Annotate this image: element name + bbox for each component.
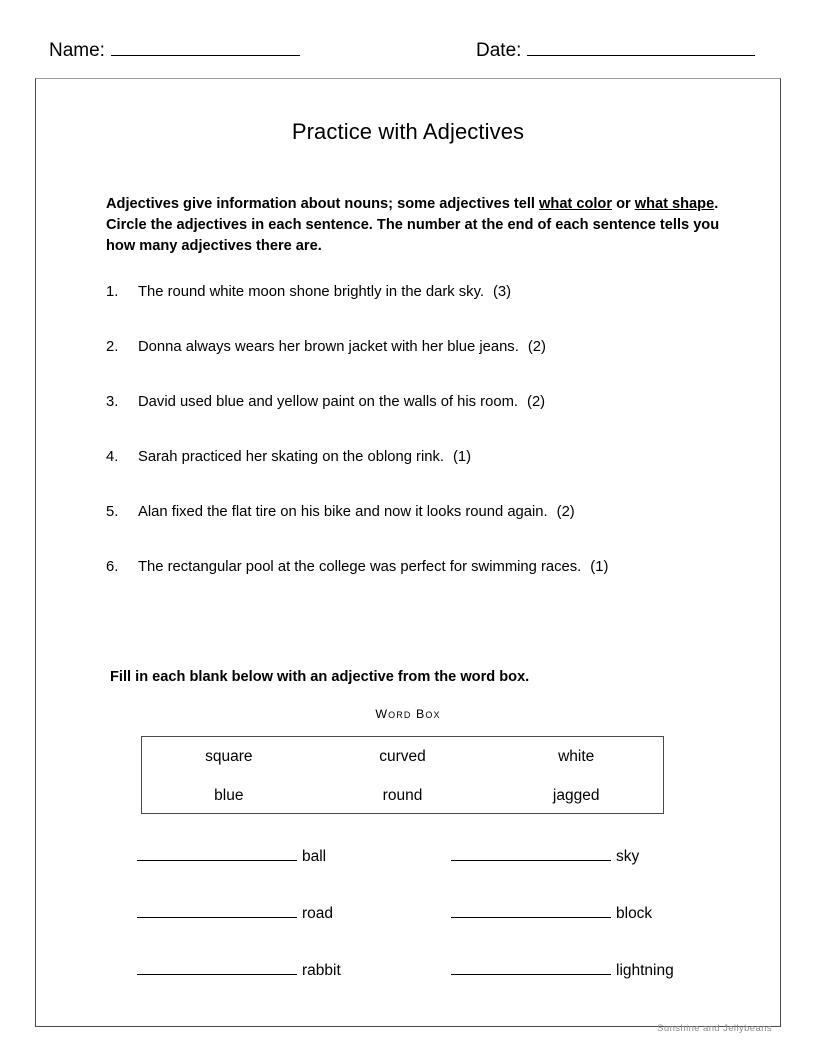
- blank-item: [451, 961, 674, 980]
- name-label: Name:: [49, 40, 105, 61]
- sentence-text: Donna always wears her brown jacket with her blue jeans.: [138, 339, 519, 355]
- word-box-row: [142, 737, 663, 776]
- adjective-count: (1): [590, 559, 609, 575]
- adjective-count: (1): [453, 449, 472, 465]
- date-label: Date:: [476, 40, 522, 61]
- blank-row: [137, 904, 717, 961]
- blank-item: [451, 904, 652, 923]
- sentence-body: [138, 337, 546, 357]
- instructions-part-1: [106, 194, 734, 257]
- instructions-text-b: or: [612, 196, 635, 212]
- sentence-item: [106, 282, 756, 337]
- sentence-number: 3.: [106, 394, 119, 410]
- footer-credit: Sunshine and Jellybeans: [657, 1023, 772, 1034]
- adjective-count: (2): [556, 504, 575, 520]
- date-write-line[interactable]: [527, 41, 755, 56]
- sentence-number: 4.: [106, 449, 119, 465]
- sentence-text: Sarah practiced her skating on the oblong rink.: [138, 449, 444, 465]
- sentence-body: [138, 392, 545, 412]
- sentence-body: [138, 447, 471, 467]
- sentence-body: [138, 282, 511, 302]
- blank-row: [137, 847, 717, 904]
- sentence-body: [138, 502, 575, 522]
- blank-noun: block: [616, 905, 653, 922]
- blank-write-line[interactable]: [451, 904, 611, 918]
- page-title: Practice with Adjectives: [291, 119, 525, 144]
- word-box-word: round: [382, 786, 423, 804]
- name-write-line[interactable]: [111, 41, 300, 56]
- worksheet-border-box: [35, 78, 781, 1027]
- word-box-word: curved: [379, 747, 426, 765]
- sentence-body: [138, 557, 608, 577]
- sentence-number: 1.: [106, 284, 119, 300]
- sentence-item: [106, 502, 756, 557]
- blank-write-line[interactable]: [137, 904, 297, 918]
- word-box-word: blue: [214, 786, 244, 804]
- sentence-list: [106, 282, 756, 612]
- word-box-word: jagged: [552, 786, 600, 804]
- word-box-word: white: [558, 747, 595, 765]
- sentence-text: Alan fixed the flat tire on his bike and now it looks round again.: [138, 504, 548, 520]
- blank-noun: sky: [616, 848, 640, 865]
- sentence-text: The round white moon shone brightly in the dark sky.: [138, 284, 484, 300]
- instructions-text-a: Adjectives give information about nouns; some adjectives tell: [106, 196, 540, 212]
- blank-noun: ball: [302, 848, 327, 865]
- blank-item: [137, 847, 326, 866]
- header-row: [0, 40, 816, 70]
- blank-row: [137, 961, 717, 1018]
- blanks-grid: [137, 847, 717, 1018]
- instructions-underline-what-color: what color: [539, 196, 613, 212]
- blank-write-line[interactable]: [451, 847, 611, 861]
- blank-noun: rabbit: [302, 962, 341, 979]
- adjective-count: (3): [493, 284, 512, 300]
- blank-item: [451, 847, 639, 866]
- word-box: [141, 736, 664, 814]
- sentence-text: The rectangular pool at the college was perfect for swimming races.: [138, 559, 582, 575]
- word-box-word: square: [205, 747, 253, 765]
- blank-noun: road: [302, 905, 334, 922]
- blank-write-line[interactable]: [137, 847, 297, 861]
- sentence-number: 2.: [106, 339, 119, 355]
- instructions-part-2: Fill in each blank below with an adjective from the word box.: [110, 669, 530, 685]
- sentence-item: [106, 392, 756, 447]
- blank-write-line[interactable]: [137, 961, 297, 975]
- sentence-number: 6.: [106, 559, 119, 575]
- sentence-item: [106, 557, 756, 612]
- sentence-text: David used blue and yellow paint on the walls of his room.: [138, 394, 519, 410]
- adjective-count: (2): [527, 339, 546, 355]
- name-field: [49, 40, 300, 62]
- adjective-count: (2): [527, 394, 546, 410]
- instructions-underline-what-shape: what shape: [634, 196, 715, 212]
- blank-write-line[interactable]: [451, 961, 611, 975]
- word-box-title: Word Box: [375, 707, 441, 721]
- instructions-text-c: . Circle the adjectives in each sentence. The number at the end of each sentence tells you how many adjectives there are.: [106, 196, 720, 254]
- sentence-item: [106, 337, 756, 392]
- sentence-number: 5.: [106, 504, 119, 520]
- date-field: [476, 40, 755, 62]
- blank-noun: lightning: [616, 962, 674, 979]
- sentence-item: [106, 447, 756, 502]
- word-box-row: [142, 776, 663, 815]
- blank-item: [137, 904, 333, 923]
- blank-item: [137, 961, 341, 980]
